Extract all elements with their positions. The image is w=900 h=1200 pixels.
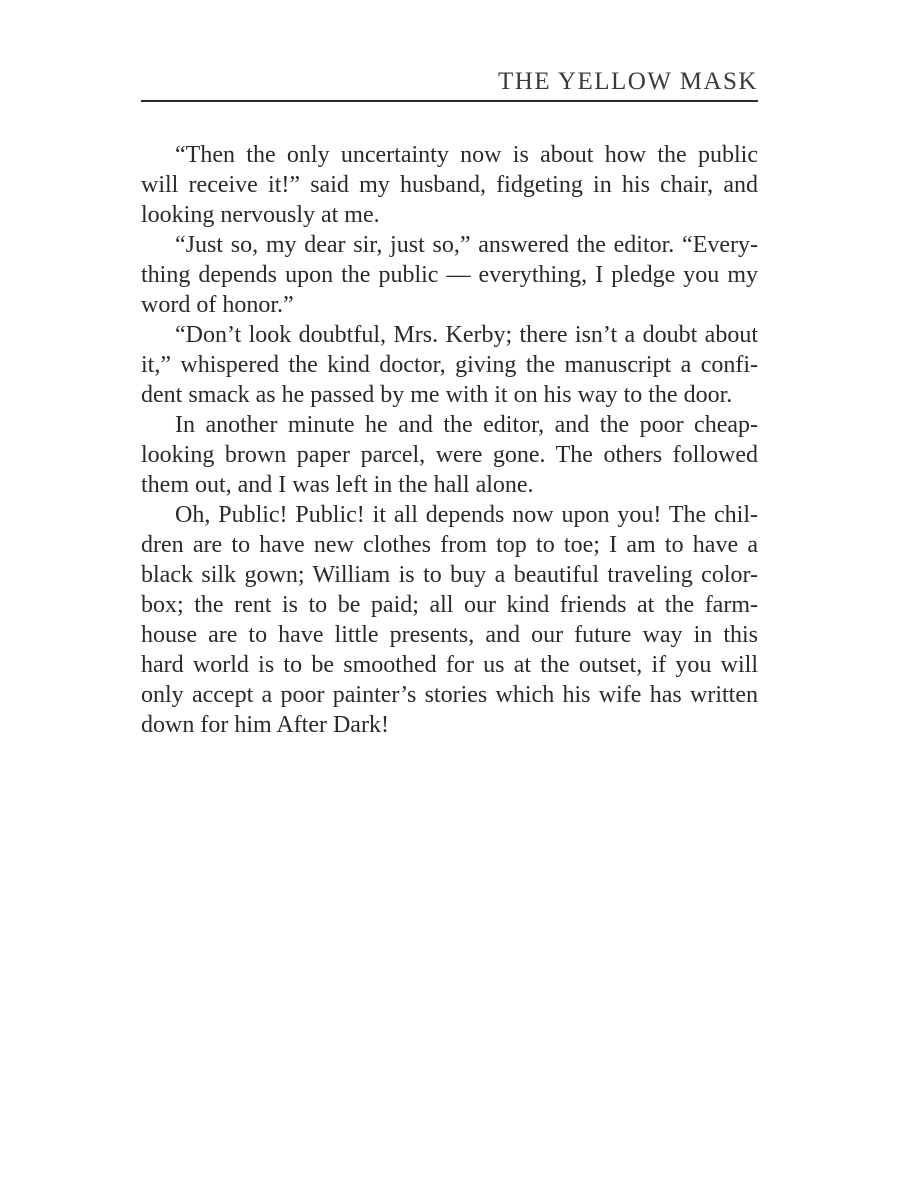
text-line: dent smack as he passed by me with it on his way to the door. [141,382,733,408]
text-line: it,” whispered the kind doctor, giving the manuscript a confi- [141,352,758,378]
text-line: word of honor.” [141,292,294,318]
paragraph [141,410,758,500]
text-line: looking brown paper parcel, were gone. The others followed [141,442,758,468]
body-text [141,140,758,740]
text-line: “Then the only uncertainty now is about how the public [175,142,758,168]
running-head-title: THE YELLOW MASK [498,68,758,95]
text-line: house are to have little presents, and our future way in this [141,622,758,648]
text-line: dren are to have new clothes from top to toe; I am to have a [141,532,758,558]
text-line: will receive it!” said my husband, fidgeting in his chair, and [141,172,758,198]
paragraph [141,500,758,740]
paragraph [141,320,758,410]
text-line: In another minute he and the editor, and the poor cheap- [175,412,758,438]
text-line: them out, and I was left in the hall alone. [141,472,534,498]
text-line: “Just so, my dear sir, just so,” answered the editor. “Every- [175,232,758,258]
text-line: box; the rent is to be paid; all our kind friends at the farm- [141,592,758,618]
paragraph [141,140,758,230]
text-line: black silk gown; William is to buy a beautiful traveling color- [141,562,758,588]
text-line: only accept a poor painter’s stories which his wife has written [141,682,758,708]
text-line: “Don’t look doubtful, Mrs. Kerby; there isn’t a doubt about [175,322,758,348]
text-line: thing depends upon the public — everything, I pledge you my [141,262,758,288]
text-line: looking nervously at me. [141,202,380,228]
paragraph [141,230,758,320]
running-head [141,64,758,102]
text-line: down for him After Dark! [141,712,389,738]
text-line: Oh, Public! Public! it all depends now upon you! The chil- [175,502,758,528]
text-line: hard world is to be smoothed for us at the outset, if you will [141,652,758,678]
